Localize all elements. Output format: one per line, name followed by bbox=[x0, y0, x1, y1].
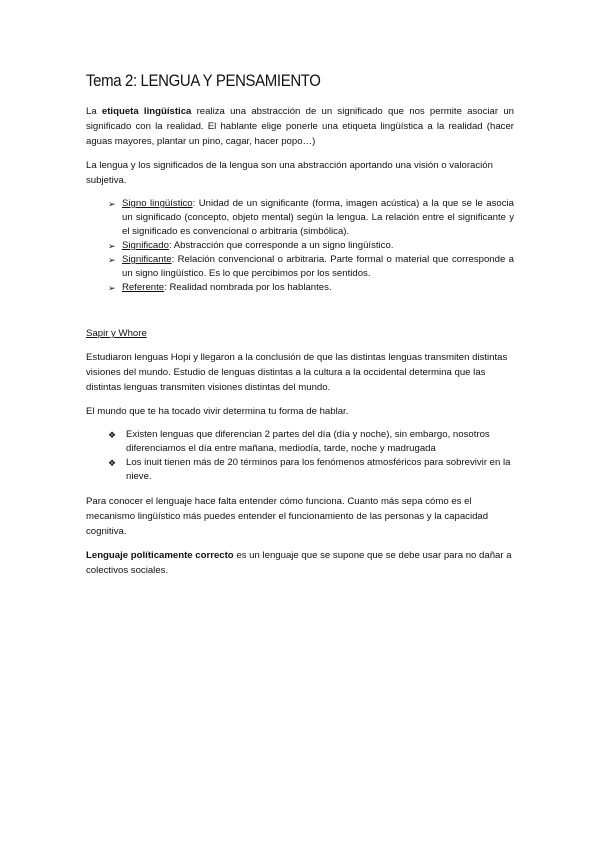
lenguaje-politicamente-correcto-term: Lenguaje políticamente correcto bbox=[86, 550, 234, 561]
intro-p1-post: realiza una abstracción de un significado que nos permite asociar un significado con la realidad. El hablante elige ponerle una etiqueta lingüística a la realidad (hacer aguas mayores, plantar un pino, cagar, hacer popo…) bbox=[86, 106, 514, 147]
examples-list bbox=[86, 428, 514, 484]
example-item bbox=[108, 456, 514, 484]
definitions-list bbox=[86, 197, 514, 295]
page-title: Tema 2: LENGUA Y PENSAMIENTO bbox=[86, 71, 321, 90]
intro-paragraph-2: La lengua y los significados de la lengua son una abstracción aportando una visión o valoración subjetiva. bbox=[86, 160, 493, 186]
intro-p1-pre: La bbox=[86, 106, 102, 117]
section-paragraph-4 bbox=[86, 548, 514, 578]
definition-item bbox=[108, 281, 514, 295]
definition-term: Referente bbox=[122, 282, 165, 293]
section-paragraph-3: Para conocer el lenguaje hace falta entender cómo funciona. Cuanto más sepa cómo es el mecanismo lingüístico más puedes entender el funcionamiento de las personas y la capacidad cognitiva. bbox=[86, 496, 489, 537]
definition-text: : Relación convencional o arbitraria. Parte formal o material que corresponde a un signo lingüístico. Es lo que percibimos por los sentidos. bbox=[122, 254, 514, 279]
definition-term: Significante bbox=[122, 254, 172, 265]
intro-paragraph-1 bbox=[86, 104, 514, 149]
section-paragraph-1: Estudiaron lenguas Hopi y llegaron a la conclusión de que las distintas lenguas transmiten distintas visiones del mundo. Estudio de lenguas distintas a la cultura a la occidental determina que las distintas lenguas transmiten visiones distintas del mundo. bbox=[86, 352, 508, 393]
example-item bbox=[108, 428, 514, 456]
definition-term: Signo lingüístico bbox=[122, 198, 193, 209]
definition-item bbox=[108, 253, 514, 281]
document-page bbox=[86, 70, 514, 587]
section-p4-post: es un lenguaje que se supone que se debe usar para no dañar a colectivos sociales. bbox=[86, 550, 512, 576]
example-text: Los inuit tienen más de 20 términos para los fenómenos atmosféricos para sobrevivir en la nieve. bbox=[126, 457, 511, 482]
diamond-bullet-icon: ❖ bbox=[108, 458, 117, 468]
section-paragraph-2: El mundo que te ha tocado vivir determina tu forma de hablar. bbox=[86, 406, 349, 417]
arrow-bullet-icon: ➢ bbox=[108, 283, 116, 293]
definition-item bbox=[108, 239, 514, 253]
definition-text: : Unidad de un significante (forma, imagen acústica) a la que se le asocia un significado (concepto, objeto mental) según la lengua. La relación entre el significante y el significado es convencional o arbitraria (simbólica). bbox=[122, 198, 515, 237]
definition-text: : Abstracción que corresponde a un signo lingüístico. bbox=[168, 240, 394, 251]
diamond-bullet-icon: ❖ bbox=[108, 430, 117, 440]
etiqueta-linguistica-term: etiqueta lingüística bbox=[101, 106, 192, 117]
definition-item bbox=[108, 197, 514, 239]
definition-text: : Realidad nombrada por los hablantes. bbox=[164, 282, 332, 293]
definition-term: Significado bbox=[122, 240, 169, 251]
section-heading: Sapir y Whore bbox=[86, 328, 147, 339]
example-text: Existen lenguas que diferencian 2 partes del día (día y noche), sin embargo, nosotros diferenciamos el día entre mañana, mediodía, tarde, noche y madrugada bbox=[126, 429, 490, 454]
arrow-bullet-icon: ➢ bbox=[108, 255, 116, 265]
arrow-bullet-icon: ➢ bbox=[108, 241, 116, 251]
arrow-bullet-icon: ➢ bbox=[108, 199, 116, 209]
